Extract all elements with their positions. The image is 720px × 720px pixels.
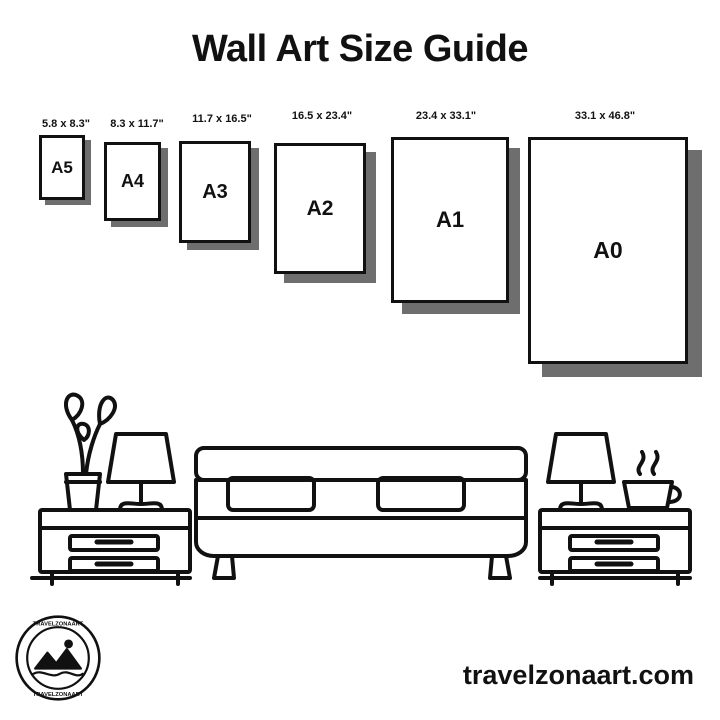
nightstand-right [540,510,690,584]
bedroom-illustration [0,370,720,610]
frame-a0 [518,110,703,395]
lamp-right [548,434,614,510]
frame-a3 [172,113,272,258]
frame-a5-name: A5 [51,157,73,177]
frame-a1-box [391,137,509,303]
frame-a2 [266,110,378,290]
lamp-left [108,434,174,510]
page-title: Wall Art Size Guide [191,28,529,70]
frame-a0-name: A0 [593,237,623,263]
frame-a4-name: A4 [120,171,144,191]
svg-text:TRAVELZONAART: TRAVELZONAART [32,691,84,698]
frame-a1-dimensions: 23.4 x 33.1" [415,110,477,122]
nightstand-left [40,510,190,584]
frame-a5 [36,118,96,210]
frame-a2-box [274,143,366,274]
vase-with-flowers [66,395,115,510]
frame-a4-dimensions: 8.3 x 11.7" [110,118,164,130]
frame-a1-name: A1 [435,207,465,232]
bed [196,448,526,578]
svg-text:TRAVELZONAART: TRAVELZONAART [32,621,84,628]
frame-a4-box [104,142,161,221]
frame-a5-dimensions: 5.8 x 8.3" [41,118,91,130]
frame-a4 [98,118,178,228]
travelzonaart-logo [14,614,102,702]
frame-a2-dimensions: 16.5 x 23.4" [291,110,353,122]
website-url: travelzonaart.com [462,660,694,690]
frame-a2-name: A2 [306,196,334,220]
frame-a3-name: A3 [202,180,228,203]
frame-a0-dimensions: 33.1 x 46.8" [574,110,636,122]
frame-a3-box [179,141,251,243]
frame-a3-dimensions: 11.7 x 16.5" [192,113,252,125]
frame-a5-box [39,135,85,200]
frame-a0-box [528,137,688,364]
frame-a1 [382,110,522,325]
coffee-cup [624,452,680,508]
